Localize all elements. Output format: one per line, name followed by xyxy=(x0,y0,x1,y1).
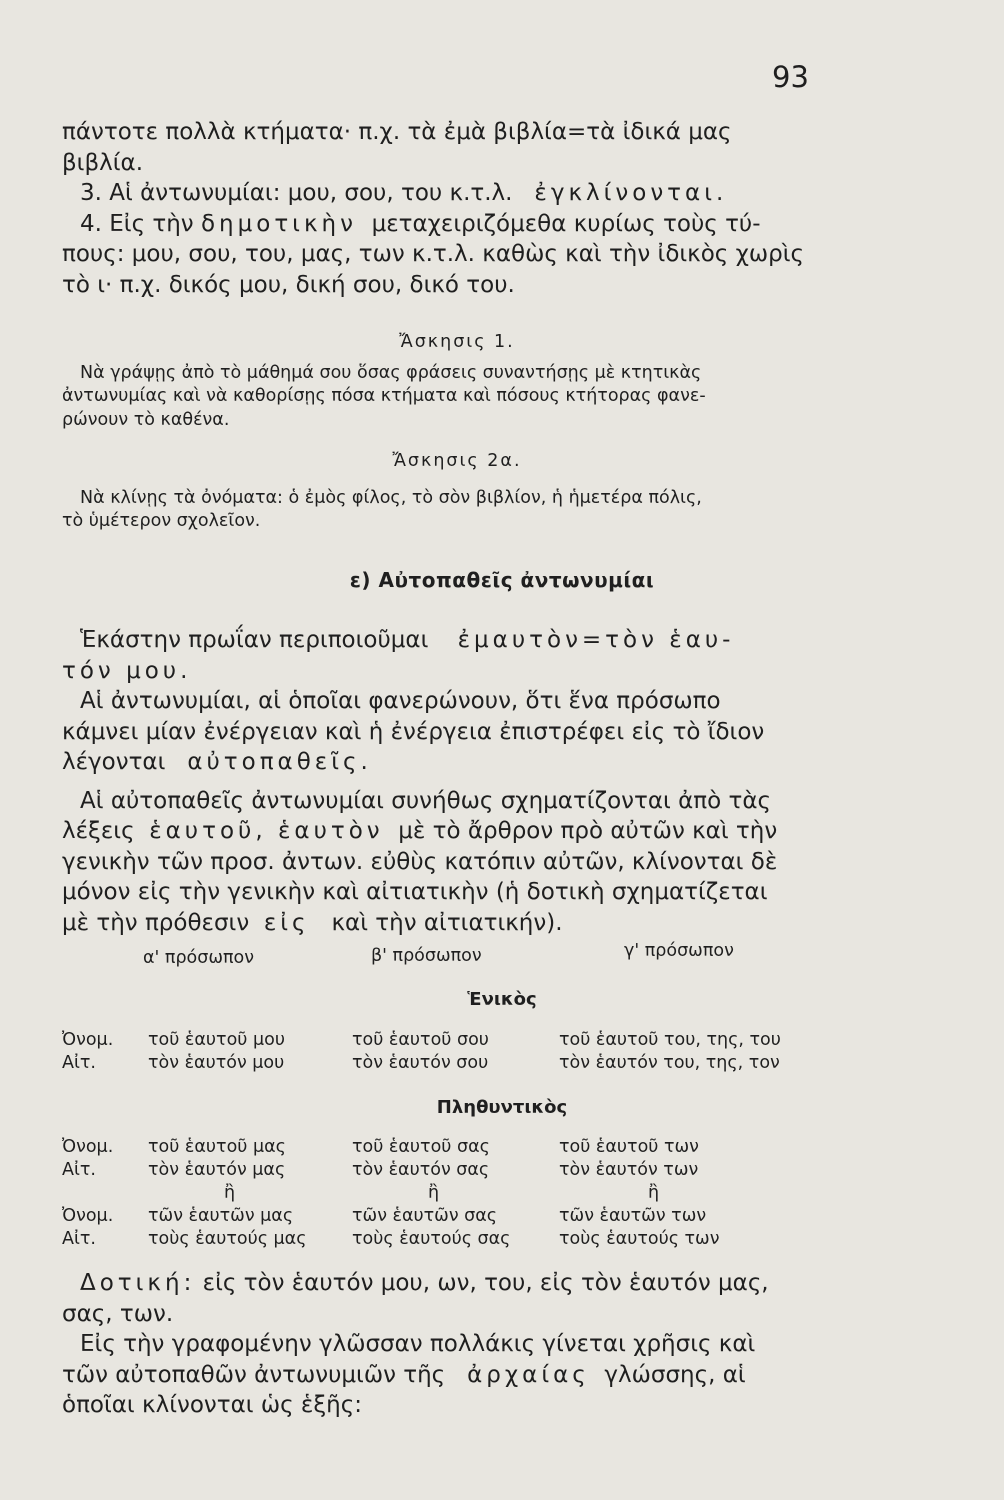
table-cell: τῶν ἑαυτῶν σας xyxy=(352,1206,498,1226)
text-span: Ἑκάστην πρωΐαν περιποιοῦμαι xyxy=(80,627,429,653)
text-line: κάμνει μίαν ἐνέργειαν καὶ ἡ ἐνέργεια ἐπιστρέφει εἰς τὸ ἴδιον xyxy=(62,718,765,745)
text-line: Αἱ ἀντωνυμίαι, αἱ ὁποῖαι φανερώνουν, ὅτι ἕνα πρόσωπο xyxy=(80,688,721,714)
spaced-term: εἰς xyxy=(263,909,310,936)
text-span: λέξεις xyxy=(62,818,135,844)
spaced-term: δημοτικὴν xyxy=(200,210,357,237)
case-label: Αἰτ. xyxy=(62,1053,96,1073)
text-span: γλώσσης, αἱ xyxy=(604,1361,746,1388)
text-line: Εἰς τὴν γραφομένην γλῶσσαν πολλάκις γίνεται χρῆσις καὶ xyxy=(80,1331,756,1357)
text-line xyxy=(62,1268,852,1299)
col-header-second-person: β' πρόσωπον xyxy=(371,946,482,966)
text-line: τὸ ὑμέτερον σχολεῖον. xyxy=(62,511,261,531)
text-line xyxy=(62,816,852,847)
page-number: 93 xyxy=(772,60,809,94)
spaced-term: ἀρχαίας xyxy=(467,1361,590,1388)
table-cell: τοῦ ἑαυτοῦ μου xyxy=(148,1030,285,1050)
case-label: Αἰτ. xyxy=(62,1160,96,1180)
text-line: σας, των. xyxy=(62,1300,174,1327)
text-line: μόνον εἰς τὴν γενικὴν καὶ αἰτιατικὴν (ἡ δοτικὴ σχηματίζεται xyxy=(62,879,768,905)
spaced-term: ἐμαυτὸν=τὸν ἑαυ- xyxy=(457,627,735,653)
exercise-2 xyxy=(62,450,852,534)
text-line: Αἱ αὐτοπαθεῖς ἀντωνυμίαι συνήθως σχηματίζονται ἀπὸ τὰς xyxy=(80,787,772,814)
table-cell: τὸν ἑαυτόν σου xyxy=(352,1053,489,1073)
text-line xyxy=(62,625,852,656)
reflexive-intro xyxy=(62,625,852,938)
table-cell: ἢ xyxy=(428,1183,440,1203)
exercise-title: Ἄσκησις 1. xyxy=(399,332,515,352)
table-cell: τῶν ἑαυτῶν των xyxy=(559,1206,707,1226)
exercise-1 xyxy=(62,331,852,432)
case-label: Ὀνομ. xyxy=(62,1030,114,1050)
table-cell: τὸν ἑαυτόν μας xyxy=(148,1160,286,1180)
table-cell: τὸν ἑαυτόν των xyxy=(559,1160,699,1180)
case-label: Αἰτ. xyxy=(62,1229,96,1249)
text-line: Νὰ κλίνῃς τὰ ὀνόματα: ὁ ἐμὸς φίλος, τὸ σὸν βιβλίον, ἡ ἡμετέρα πόλις, xyxy=(80,487,702,508)
spaced-term: Δοτική: xyxy=(80,1270,196,1296)
text-span: καὶ τὴν αἰτιατικήν). xyxy=(331,909,563,936)
text-span: μεταχειριζόμεθα κυρίως τοὺς τύ- xyxy=(371,210,761,237)
text-line xyxy=(62,1360,852,1391)
table-cell: τοῦ ἑαυτοῦ σας xyxy=(352,1137,490,1157)
possessive-notes xyxy=(62,117,852,300)
text-span: μὲ τὴν πρόθεσιν xyxy=(62,909,250,936)
text-line: ὁποῖαι κλίνονται ὡς ἑξῆς: xyxy=(62,1392,362,1418)
text-line: ἀντωνυμίας καὶ νὰ καθορίσῃς πόσα κτήματα καὶ πόσους κτήτορας φανε- xyxy=(62,386,706,406)
text-line: τὸ ι· π.χ. δικός μου, δική σου, δικό του. xyxy=(62,271,515,298)
text-span: εἰς τὸν ἑαυτόν μου, ων, του, εἰς τὸν ἑαυτόν μας, xyxy=(202,1270,769,1296)
table-cell: ἢ xyxy=(648,1183,660,1203)
spaced-term: ἐγκλίνονται. xyxy=(534,180,728,206)
text-line: γενικὴν τῶν προσ. ἀντων. εὐθὺς κατόπιν αὐτῶν, κλίνονται δὲ xyxy=(62,848,778,875)
table-cell: τοὺς ἑαυτούς σας xyxy=(352,1229,511,1249)
spaced-term: αὐτοπαθεῖς. xyxy=(187,749,372,775)
text-span: τῶν αὐτοπαθῶν ἀντωνυμιῶν τῆς xyxy=(62,1361,446,1388)
table-cell: ἢ xyxy=(224,1183,236,1203)
dative-notes xyxy=(62,1268,852,1421)
text-line: βιβλία. xyxy=(62,149,144,176)
table-cell: τὸν ἑαυτόν του, της, τον xyxy=(559,1053,780,1073)
text-line: τόν μου. xyxy=(62,657,192,684)
singular-label: Ἑνικὸς xyxy=(467,989,537,1010)
plural-label: Πληθυντικὸς xyxy=(436,1097,568,1118)
table-cell: τὸν ἑαυτόν μου xyxy=(148,1053,285,1073)
text-line xyxy=(62,747,852,778)
section-heading: ε) Αὐτοπαθεῖς ἀντωνυμίαι xyxy=(349,568,655,592)
table-cell: τοῦ ἑαυτοῦ σου xyxy=(352,1030,489,1050)
table-cell: τοῦ ἑαυτοῦ μας xyxy=(148,1137,286,1157)
text-span: 3. Αἱ ἀντωνυμίαι: μου, σου, του κ.τ.λ. xyxy=(80,180,513,206)
text-line: ρώνουν τὸ καθένα. xyxy=(62,409,230,430)
text-span: λέγονται xyxy=(62,749,166,775)
table-cell: τὸν ἑαυτόν σας xyxy=(352,1160,490,1180)
text-line: πους: μου, σου, του, μας, των κ.τ.λ. καθὼς καὶ τὴν ἰδικὸς χωρὶς xyxy=(62,241,805,267)
spaced-term: ἑαυτοῦ, ἑαυτὸν xyxy=(149,818,384,844)
case-label: Ὀνομ. xyxy=(62,1206,114,1226)
text-line: Νὰ γράψῃς ἀπὸ τὸ μάθημά σου ὅσας φράσεις συναντήσῃς μὲ κτητικὰς xyxy=(80,362,702,383)
exercise-title: Ἄσκησις 2α. xyxy=(392,451,522,471)
table-cell: τοῦ ἑαυτοῦ του, της, του xyxy=(559,1030,781,1050)
table-cell: τῶν ἑαυτῶν μας xyxy=(148,1206,294,1226)
table-cell: τοῦ ἑαυτοῦ των xyxy=(559,1137,699,1157)
table-cell: τοὺς ἑαυτούς των xyxy=(559,1229,720,1249)
text-span: μὲ τὸ ἄρθρον πρὸ αὐτῶν καὶ τὴν xyxy=(398,818,778,844)
text-line: πάντοτε πολλὰ κτήματα· π.χ. τὰ ἐμὰ βιβλία=τὰ ἰδικά μας xyxy=(62,119,732,145)
case-label: Ὀνομ. xyxy=(62,1137,114,1157)
note-3 xyxy=(62,178,852,209)
text-line xyxy=(62,908,852,939)
table-cell: τοὺς ἑαυτούς μας xyxy=(148,1229,307,1249)
col-header-first-person: α' πρόσωπον xyxy=(143,948,255,968)
col-header-third-person: γ' πρόσωπον xyxy=(624,941,734,961)
text-span: 4. Εἰς τὴν xyxy=(80,210,194,237)
note-4 xyxy=(62,209,852,240)
